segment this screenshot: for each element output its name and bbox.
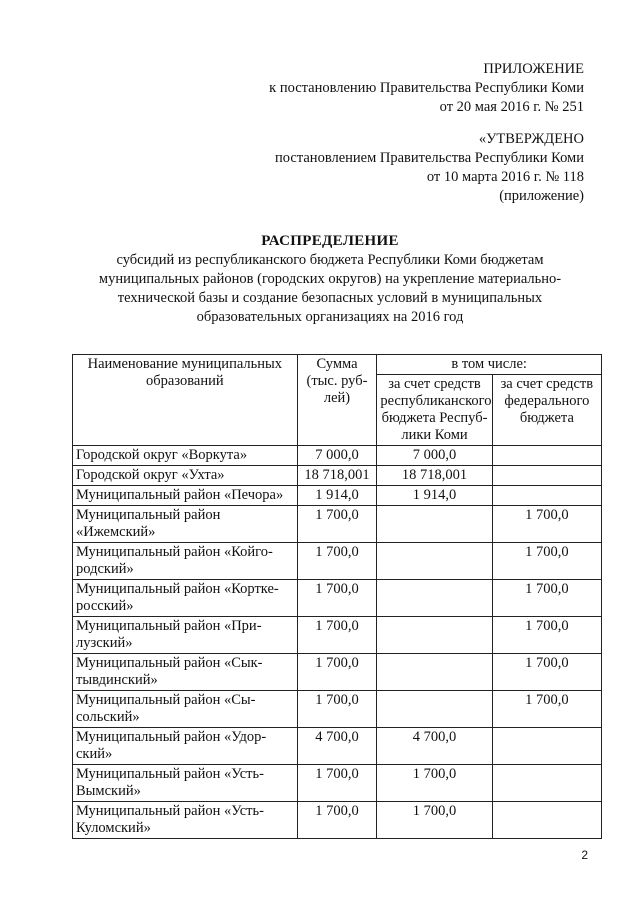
cell-federal: 1 700,0 [492, 506, 601, 543]
approved-header [275, 130, 584, 206]
cell-sum: 1 700,0 [297, 765, 377, 802]
appendix-date: от 20 мая 2016 г. № 251 [439, 99, 584, 115]
cell-name: Муниципальный район «При-лузский» [73, 617, 298, 654]
document-title [60, 232, 600, 327]
cell-republic: 1 700,0 [377, 802, 492, 839]
cell-sum: 1 700,0 [297, 691, 377, 728]
cell-republic: 7 000,0 [377, 446, 492, 466]
title-line-2: муниципальных районов (городских округов) на укрепление материально- [98, 271, 562, 287]
cell-republic [377, 617, 492, 654]
table-row [73, 728, 602, 765]
cell-name: Городской округ «Воркута» [73, 446, 298, 466]
cell-name: Муниципальный район «Печора» [73, 486, 298, 506]
cell-republic [377, 506, 492, 543]
cell-republic [377, 543, 492, 580]
title-line-4: образовательных организациях на 2016 год [196, 309, 464, 325]
table-row [73, 466, 602, 486]
cell-republic: 1 700,0 [377, 765, 492, 802]
header-including: в том числе: [377, 355, 602, 375]
cell-name: Муниципальный район «Усть-Вымский» [73, 765, 298, 802]
distribution-table [72, 354, 602, 839]
header-republic: за счет средств республиканского бюджета Респуб-лики Коми [377, 375, 492, 446]
cell-federal: 1 700,0 [492, 543, 601, 580]
title-line-3: технической базы и создание безопасных условий в муниципальных [117, 290, 543, 306]
cell-federal [492, 765, 601, 802]
cell-federal [492, 728, 601, 765]
cell-republic [377, 691, 492, 728]
cell-federal: 1 700,0 [492, 691, 601, 728]
cell-federal [492, 466, 601, 486]
title-heading: РАСПРЕДЕЛЕНИЕ [261, 233, 399, 249]
cell-republic [377, 654, 492, 691]
appendix-ref: к постановлению Правительства Республики Коми [269, 80, 584, 96]
cell-republic: 18 718,001 [377, 466, 492, 486]
appendix-title: ПРИЛОЖЕНИЕ [483, 61, 584, 77]
table-row [73, 802, 602, 839]
page-number: 2 [581, 848, 588, 862]
table-row [73, 506, 602, 543]
cell-republic [377, 580, 492, 617]
approved-note: (приложение) [499, 188, 584, 204]
table-row [73, 486, 602, 506]
approved-date: от 10 марта 2016 г. № 118 [426, 169, 584, 185]
header-name: Наименование муниципальных образований [73, 355, 298, 446]
cell-sum: 1 914,0 [297, 486, 377, 506]
approved-ref: постановлением Правительства Республики Коми [275, 150, 584, 166]
cell-sum: 18 718,001 [297, 466, 377, 486]
table-row [73, 543, 602, 580]
approved-title: «УТВЕРЖДЕНО [478, 131, 584, 147]
cell-name: Муниципальный район «Койго-родский» [73, 543, 298, 580]
cell-republic: 1 914,0 [377, 486, 492, 506]
cell-sum: 1 700,0 [297, 580, 377, 617]
cell-republic: 4 700,0 [377, 728, 492, 765]
cell-sum: 1 700,0 [297, 506, 377, 543]
cell-federal [492, 486, 601, 506]
cell-sum: 1 700,0 [297, 543, 377, 580]
cell-sum: 7 000,0 [297, 446, 377, 466]
cell-name: Муниципальный район «Кортке-росский» [73, 580, 298, 617]
cell-federal [492, 446, 601, 466]
table-row [73, 580, 602, 617]
cell-federal: 1 700,0 [492, 654, 601, 691]
table-row [73, 446, 602, 466]
header-sum: Сумма (тыс. руб-лей) [297, 355, 377, 446]
cell-name: Муниципальный район «Удор-ский» [73, 728, 298, 765]
cell-federal: 1 700,0 [492, 617, 601, 654]
cell-federal: 1 700,0 [492, 580, 601, 617]
header-federal: за счет средств федерального бюджета [492, 375, 601, 446]
appendix-header [269, 60, 584, 117]
table-row [73, 691, 602, 728]
cell-name: Городской округ «Ухта» [73, 466, 298, 486]
cell-name: Муниципальный район «Ижемский» [73, 506, 298, 543]
cell-name: Муниципальный район «Усть-Куломский» [73, 802, 298, 839]
cell-sum: 1 700,0 [297, 802, 377, 839]
cell-sum: 4 700,0 [297, 728, 377, 765]
cell-sum: 1 700,0 [297, 617, 377, 654]
table-row [73, 765, 602, 802]
table-row [73, 654, 602, 691]
cell-name: Муниципальный район «Сык-тывдинский» [73, 654, 298, 691]
cell-federal [492, 802, 601, 839]
cell-sum: 1 700,0 [297, 654, 377, 691]
table-row [73, 617, 602, 654]
title-line-1: субсидий из республиканского бюджета Республики Коми бюджетам [116, 252, 544, 268]
cell-name: Муниципальный район «Сы-сольский» [73, 691, 298, 728]
